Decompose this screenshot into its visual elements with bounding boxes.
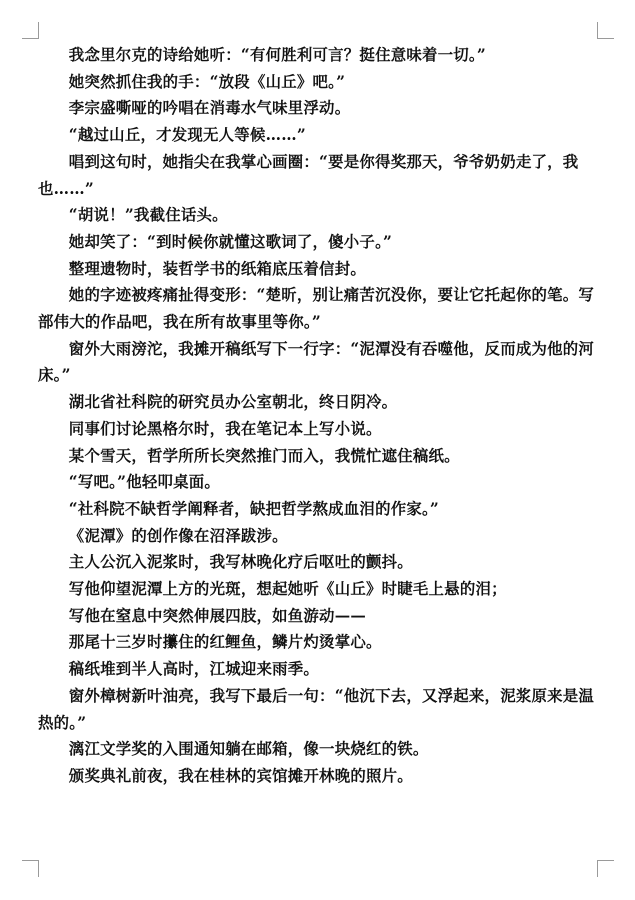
paragraph: 《泥潭》的创作像在沼泽跋涉。: [68, 526, 288, 545]
paragraph: 李宗盛嘶哑的吟唱在消毒水气味里浮动。: [68, 99, 351, 118]
paragraph: 写他在窒息中突然伸展四肢，如鱼游动——: [68, 606, 366, 625]
paragraph: 主人公沉入泥浆时，我写林晚化疗后呕吐的颤抖。: [68, 553, 413, 572]
paragraph: “社科院不缺哲学阐释者，缺把哲学熬成血泪的作家。”: [68, 499, 440, 518]
page-corner-mark-top-left: [22, 22, 39, 39]
paragraph: 她的字迹被疼痛扯得变形：“楚昕，别让痛苦沉没你，要让它托起你的笔。写部伟大的作品吧，我在所有故事里等你。”: [38, 286, 595, 332]
paragraph: 某个雪天，哲学所所长突然推门而入，我慌忙遮住稿纸。: [68, 446, 460, 465]
page-corner-mark-bottom-right: [597, 860, 614, 877]
paragraph: 写他仰望泥潭上方的光斑，想起她听《山丘》时睫毛上悬的泪；: [68, 580, 507, 599]
paragraph: “胡说！”我截住话头。: [68, 206, 228, 225]
paragraph: 同事们讨论黑格尔时，我在笔记本上写小说。: [68, 419, 382, 438]
paragraph: 她却笑了：“到时候你就懂这歌词了，傻小子。”: [68, 232, 393, 251]
page-corner-mark-bottom-left: [22, 860, 39, 877]
paragraph: 稿纸堆到半人高时，江城迎来雨季。: [68, 660, 320, 679]
paragraph: 窗外樟树新叶油亮，我写下最后一句：“他沉下去，又浮起来，泥浆原来是温热的。”: [38, 686, 595, 732]
paragraph: 我念里尔克的诗给她听：“有何胜利可言？挺住意味着一切。”: [68, 46, 486, 64]
paragraph: 那尾十三岁时攥住的红鲤鱼，鳞片灼烫掌心。: [68, 633, 382, 652]
document-body[interactable]: [38, 42, 598, 790]
paragraph: “写吧。”他轻叩桌面。: [68, 473, 221, 492]
paragraph: 唱到这句时，她指尖在我掌心画圈：“要是你得奖那天，爷爷奶奶走了，我也……”: [38, 152, 579, 198]
paragraph: 湖北省社科院的研究员办公室朝北，终日阴冷。: [68, 393, 398, 412]
paragraph: 她突然抓住我的手：“放段《山丘》吧。”: [68, 72, 346, 91]
paragraph: 整理遗物时，装哲学书的纸箱底压着信封。: [68, 259, 366, 278]
paragraph: 颁奖典礼前夜，我在桂林的宾馆摊开林晚的照片。: [68, 766, 413, 785]
paragraph: “越过山丘，才发现无人等候……”: [68, 126, 306, 145]
paragraph: 漓江文学奖的入围通知躺在邮箱，像一块烧红的铁。: [68, 740, 429, 759]
page-corner-mark-top-right: [597, 22, 614, 39]
paragraph: 窗外大雨滂沱，我摊开稿纸写下一行字：“泥潭没有吞噬他，反而成为他的河床。”: [38, 339, 595, 385]
